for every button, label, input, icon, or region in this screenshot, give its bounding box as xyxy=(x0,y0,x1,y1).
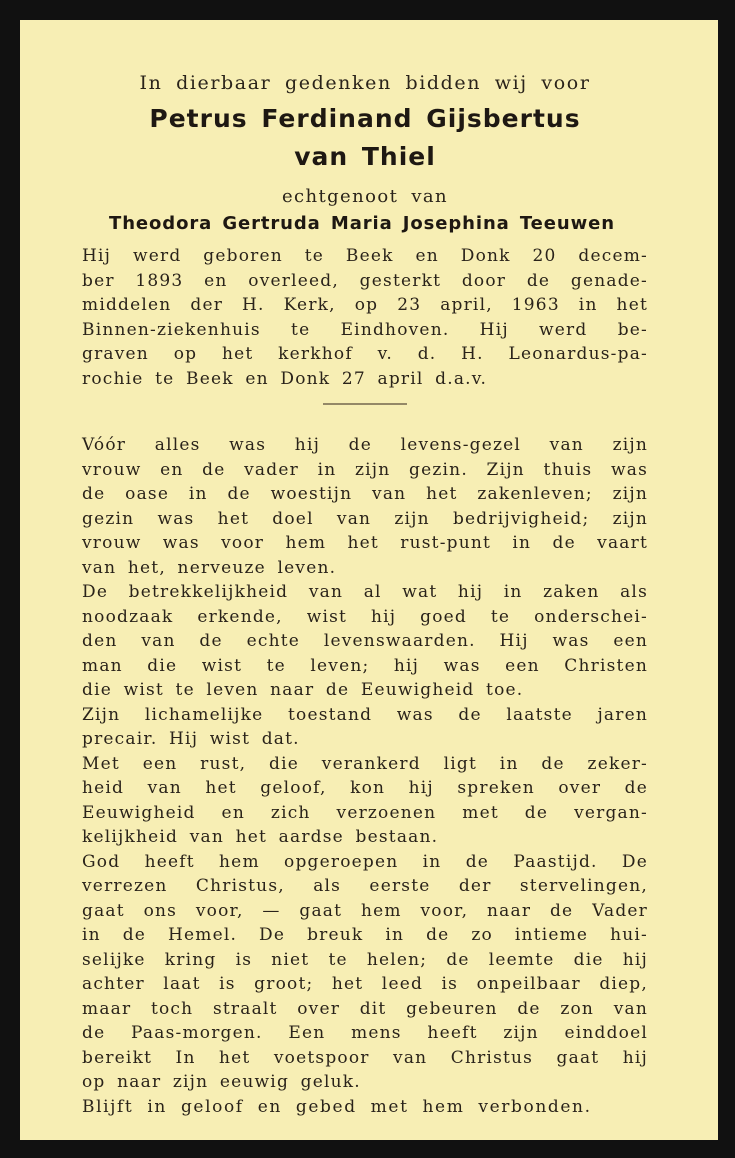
eulogy-line: den van de echte levenswaarden. Hij was een xyxy=(82,631,648,651)
eulogy-line: van het, nerveuze leven. xyxy=(82,557,337,578)
bio-line: middelen der H. Kerk, op 23 april, 1963 in het xyxy=(82,295,648,315)
bio-line: Binnen-ziekenhuis te Eindhoven. Hij werd be- xyxy=(82,319,648,340)
eulogy-line: de Paas-morgen. Een mens heeft zijn einddoel xyxy=(82,1023,648,1043)
eulogy-line: gezin was het doel van zijn bedrijvigheid; zijn xyxy=(82,508,648,529)
closing-line: Blijft in geloof en gebed met hem verbonden. xyxy=(82,1096,592,1117)
eulogy-line: noodzaak erkende, wist hij goed te onderschei- xyxy=(82,606,648,627)
section-divider xyxy=(323,403,407,405)
eulogy-line: De betrekkelijkheid van al wat hij in zaken als xyxy=(82,582,648,602)
eulogy-line: vrouw was voor hem het rust-punt in de vaart xyxy=(82,533,648,553)
eulogy-line: de oase in de woestijn van het zakenleven; zijn xyxy=(82,484,648,504)
eulogy-line: achter laat is groot; het leed is onpeilbaar diep, xyxy=(82,974,648,994)
spouse-of-label: echtgenoot van xyxy=(281,186,449,207)
eulogy-line: God heeft hem opgeroepen in de Paastijd. De xyxy=(82,851,648,872)
eulogy-line: man die wist te leven; hij was een Christen xyxy=(82,655,648,676)
bio-line: rochie te Beek en Donk 27 april d.a.v. xyxy=(82,368,488,389)
eulogy-line: Met een rust, die verankerd ligt in de zeker- xyxy=(82,753,648,774)
bio-line: ber 1893 en overleed, gesterkt door de genade- xyxy=(82,270,648,291)
bio-line: Hij werd geboren te Beek en Donk 20 decem- xyxy=(82,246,648,266)
eulogy-line: Zijn lichamelijke toestand was de laatste jaren xyxy=(82,704,648,725)
deceased-name-line2: van Thiel xyxy=(294,142,436,171)
biography-paragraph xyxy=(82,244,648,391)
eulogy-line: heid van het geloof, kon hij spreken over de xyxy=(82,778,648,798)
eulogy-line: vrouw en de vader in zijn gezin. Zijn thuis was xyxy=(82,459,648,480)
eulogy-line: op naar zijn eeuwig geluk. xyxy=(82,1072,361,1092)
bio-line: graven op het kerkhof v. d. H. Leonardus-pa- xyxy=(82,344,648,364)
eulogy-text xyxy=(82,433,648,1119)
eulogy-line: gaat ons voor, — gaat hem voor, naar de Vader xyxy=(82,900,648,921)
eulogy-line: maar toch straalt over dit gebeuren de zon van xyxy=(82,998,648,1019)
eulogy-line: selijke kring is niet te helen; de leemte die hij xyxy=(82,949,648,970)
eulogy-line: in de Hemel. De breuk in de zo intieme hui- xyxy=(82,925,648,945)
memorial-card xyxy=(20,20,718,1140)
deceased-name-line1: Petrus Ferdinand Gijsbertus xyxy=(149,104,581,133)
eulogy-line: Vóór alles was hij de levens-gezel van zijn xyxy=(82,435,648,455)
eulogy-line: verrezen Christus, als eerste der stervelingen, xyxy=(82,876,648,896)
intro-text: In dierbaar gedenken bidden wij voor xyxy=(139,72,591,94)
eulogy-line: bereikt In het voetspoor van Christus gaat hij xyxy=(82,1047,648,1068)
eulogy-line: Eeuwigheid en zich verzoenen met de vergan- xyxy=(82,802,648,823)
eulogy-line: precair. Hij wist dat. xyxy=(82,729,300,749)
eulogy-line: kelijkheid van het aardse bestaan. xyxy=(82,827,439,847)
eulogy-line: die wist te leven naar de Eeuwigheid toe. xyxy=(82,680,524,700)
spouse-name: Theodora Gertruda Maria Josephina Teeuwen xyxy=(109,213,615,234)
